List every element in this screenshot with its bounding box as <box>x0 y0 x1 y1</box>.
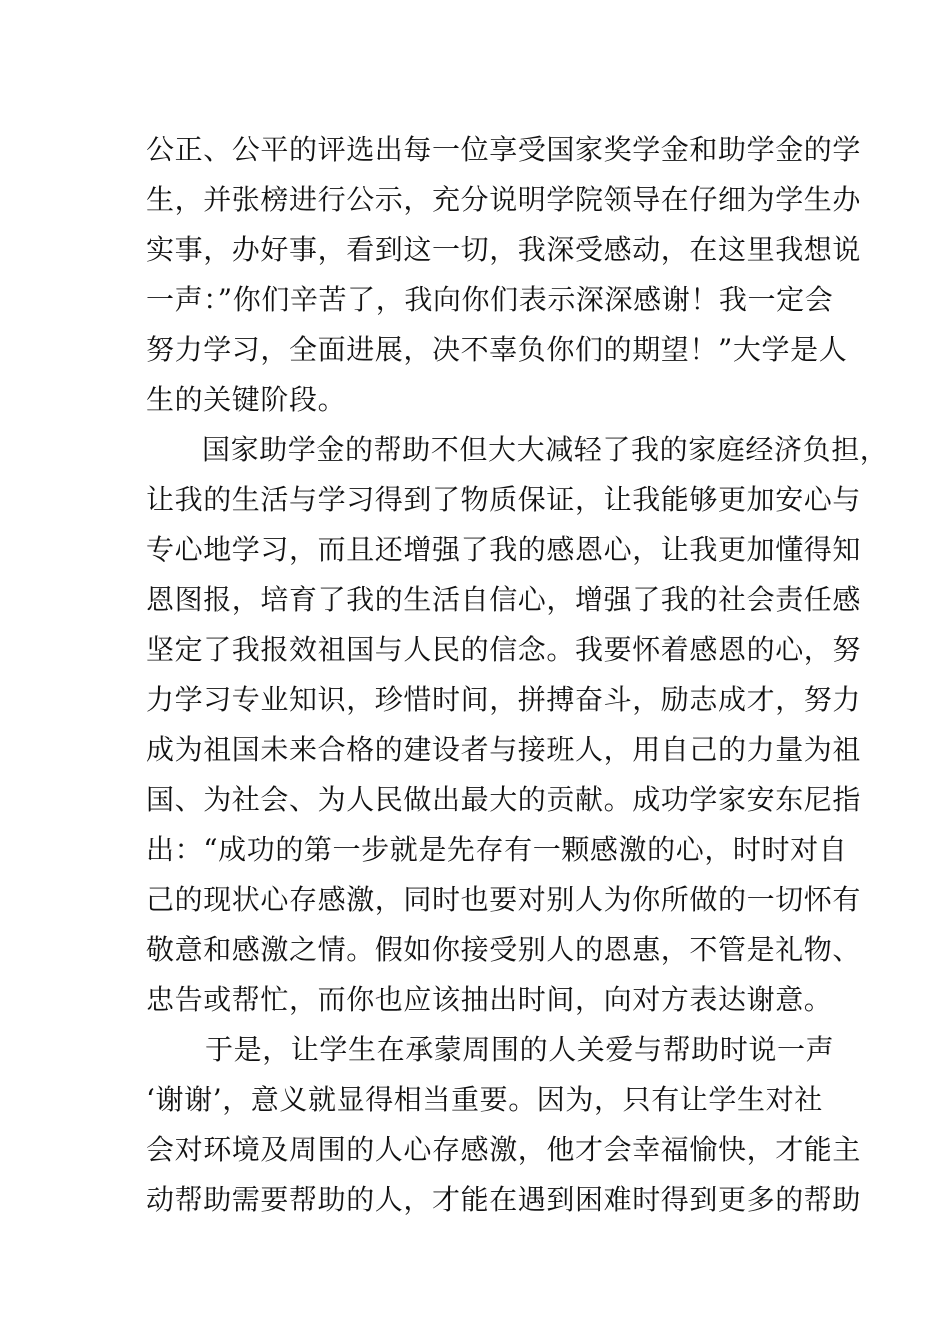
text-line: 坚定了我报效祖国与人民的信念。我要怀着感恩的心，努 <box>146 633 862 666</box>
text-line: 专心地学习，而且还增强了我的感恩心，让我更加懂得知 <box>146 533 862 566</box>
text-line: 出：“成功的第一步就是先存有一颗感激的心，时时对自 <box>146 833 848 866</box>
text-line: 公正、公平的评选出每一位享受国家奖学金和助学金的学 <box>146 133 862 166</box>
text-line: 国、为社会、为人民做出最大的贡献。成功学家安东尼指 <box>146 783 862 816</box>
text-line: 一声：”你们辛苦了，我向你们表示深深感谢！我一定会 <box>146 283 834 316</box>
text-line: 实事，办好事，看到这一切，我深受感动，在这里我想说 <box>146 233 862 266</box>
text-line: 己的现状心存感激，同时也要对别人为你所做的一切怀有 <box>146 883 862 916</box>
text-line: 让我的生活与学习得到了物质保证，让我能够更加安心与 <box>146 483 862 516</box>
text-line: 成为祖国未来合格的建设者与接班人，用自己的力量为祖 <box>146 733 862 766</box>
text-line: 努力学习，全面进展，决不辜负你们的期望！”大学是人 <box>146 333 848 366</box>
paragraph-first-line: 于是，让学生在承蒙周围的人关爱与帮助时说一声 <box>205 1033 835 1066</box>
text-line: 生的关键阶段。 <box>146 383 347 416</box>
text-line: 敬意和感激之情。假如你接受别人的恩惠，不管是礼物、 <box>146 933 862 966</box>
text-line: 忠告或帮忙，而你也应该抽出时间，向对方表达谢意。 <box>146 983 833 1016</box>
text-line: ‘谢谢’，意义就显得相当重要。因为，只有让学生对社 <box>146 1083 823 1116</box>
text-line: 动帮助需要帮助的人，才能在遇到困难时得到更多的帮助 <box>146 1183 862 1216</box>
text-line: 生，并张榜进行公示，充分说明学院领导在仔细为学生办 <box>146 183 862 216</box>
text-line: 力学习专业知识，珍惜时间，拼搏奋斗，励志成才，努力 <box>146 683 862 716</box>
text-line: 恩图报，培育了我的生活自信心，增强了我的社会责任感 <box>146 583 862 616</box>
paragraph-first-line: 国家助学金的帮助不但大大减轻了我的家庭经济负担， <box>202 433 889 466</box>
text-line: 会对环境及周围的人心存感激，他才会幸福愉快，才能主 <box>146 1133 862 1166</box>
